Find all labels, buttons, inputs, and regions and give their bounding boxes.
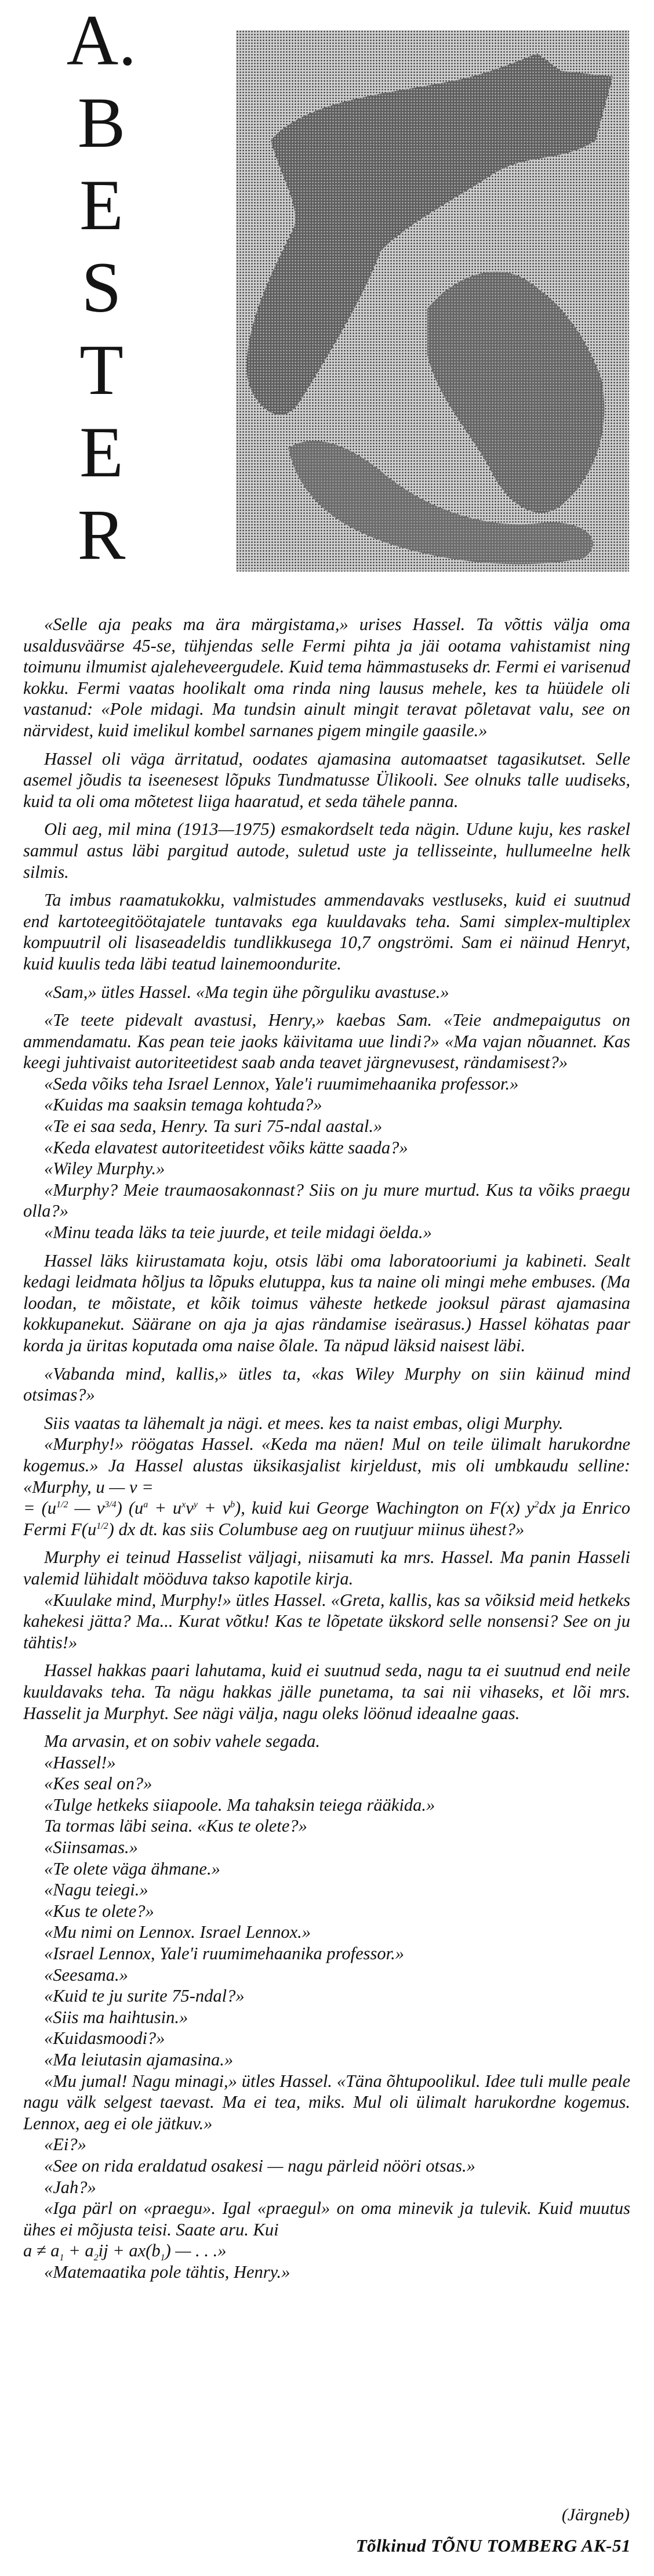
paragraph: «Siinsamas.» (44, 1837, 138, 1858)
halftone-illustration (236, 30, 629, 571)
paragraph: «Kuidas ma saaksin temaga kohtuda?» (44, 1095, 322, 1115)
paragraph: «Tulge hetkeks siiapoole. Ma tahaksin teiega rääkida.» (44, 1794, 435, 1815)
paragraph: Oli aeg, mil mina (1913—1975) esmakordselt teda nägin. Udune kuju, kes raskel sammul astus läbi pargitud autode, suletud uste ja tellisseinte, hullumeelne helk silmis. (23, 819, 630, 882)
paragraph: Hassel hakkas paari lahutama, kuid ei suutnud seda, nagu ta ei suutnud end neile kuuldavaks teha. Ta nägu hakkas jälle punetama, ta sai nii vihaseks, et lõi mrs. Hasselit ja Murphyt. See nägi välja, nagu oleks löönud ideaalne gaas. (23, 1660, 630, 1723)
formula-subscript: 2 (93, 2253, 99, 2263)
paragraph: «Seesama.» (44, 1964, 128, 1985)
author-name-vertical (58, 3, 145, 572)
formula-text: v (186, 1498, 194, 1518)
paragraph: «Murphy!» röögatas Hassel. «Keda ma näen! Mul on teile ülimalt harukordne kogemus.» Ja Hassel alustas üksikasjalist kirjeldust, mis oli umbkaudu selline: «Murphy, u — v = (23, 1434, 630, 1497)
author-letter: A. (66, 1, 137, 80)
paragraph: «Israel Lennox, Yale'i ruumimehaanika professor.» (44, 1944, 405, 1964)
paragraph: «Selle aja peaks ma ära märgistama,» urises Hassel. Ta võttis välja oma usaldusväärse 45-se, tühjendas selle Fermi pihta ja jäi ootama vahistamist ning toimunu ilmumist ajaleheveergudele. Kuid tema hämmastuseks dr. Fermi ei varisenud kokku. Fermi vaatas hoolikalt oma rinda ning lausus mehele, kes ta hüüdele oli vastanud: «Pole midagi. Ma tundsin ainult mingit teravat põletavat valu, see on närvidest, kuid imelikul kombel sarnanes pigem mingile gaasile.» (23, 614, 630, 740)
formula-exponent: a (143, 1500, 148, 1510)
formula-text: + u (148, 1498, 182, 1518)
article-body (23, 614, 630, 2283)
formula-subscript: 1 (59, 2253, 64, 2263)
paragraph: «Minu teada läks ta teie juurde, et teile midagi öelda.» (44, 1222, 432, 1243)
illustration-shape (427, 272, 604, 513)
paragraph: «Ei?» (44, 2134, 86, 2155)
paragraph: «Te teete pidevalt avastusi, Henry,» kaebas Sam. «Teie andmepaigutus on ammendamatu. Kas pean teie jaoks käivitama uue lindi?» «Ma vajan nõuannet. Kas keegi juhtivaist autoriteetidest saab anda teavet järgnevusest, rändamisest?» (23, 1010, 630, 1073)
paragraph: «Sam,» ütles Hassel. «Ma tegin ühe põrguliku avastuse.» (44, 982, 449, 1002)
to-be-continued: (Järgneb) (561, 2505, 630, 2524)
formula-exponent: 1/2 (96, 1521, 108, 1531)
paragraph: «Kuidasmoodi?» (44, 2028, 165, 2049)
paragraph: Hassel oli väga ärritatud, oodates ajamasina automaatset tagasikutset. Selle asemel jõudis ta iseenesest lõpuks Tundmatusse Ülikooli. See olnuks talle uudiseks, kuid ta oli oma mõtetest liiga haaratud, et seda tähele panna. (23, 748, 630, 811)
paragraph: «Mu jumal! Nagu minagi,» ütles Hassel. «Täna õhtupoolikul. Idee tuli mulle peale nagu välk selgest taevast. Ma ei tea, miks. Mul oli ülimalt harukordne kogemus. Lennox, aeg ei ole jätkuv.» (23, 2071, 630, 2133)
paragraph: «Murphy? Meie traumaosakonnast? Siis on ju mure murtud. Kus ta võiks praegu olla?» (23, 1180, 630, 1221)
author-letter: T (79, 330, 123, 410)
author-letter: E (79, 413, 123, 492)
formula-paragraph (23, 2240, 630, 2262)
paragraph: «Nagu teiegi.» (44, 1880, 148, 1900)
formula-text: ), kuid kui George Wachington on F(x) y (235, 1498, 535, 1518)
formula-text: = (u (23, 1498, 57, 1518)
paragraph: «Seda võiks teha Israel Lennox, Yale'i ruumimehaanika professor.» (44, 1073, 519, 1094)
author-letter: R (77, 495, 126, 574)
formula-text: a ≠ a (23, 2241, 60, 2261)
paragraph: «Jah?» (44, 2177, 96, 2197)
author-letter: S (81, 248, 122, 327)
formula-text: ) dx dt. kas siis Columbuse aeg on ruutjuur miinus ühest?» (108, 1519, 525, 1539)
formula-paragraph (23, 1497, 630, 1540)
formula-exponent: 3/4 (104, 1500, 117, 1510)
paragraph: «Kuid te ju surite 75-ndal?» (44, 1986, 245, 2006)
paragraph: Ta imbus raamatukokku, valmistudes ammendavaks vestluseks, kuid ei suutnud end kartoteegitöötajatele tuntavaks ega kuuldavaks teha. Sami simplex-multiplex kompuutril oli lisaseadeldis tundlikkusega 10,7 ongströmi. Sam ei näinud Henryt, kuid kuulis teda läbi teatud lainemoondurite. (23, 890, 630, 974)
formula-text: dx ja Enrico Fermi F(u (23, 1498, 630, 1539)
formula-exponent: 2 (534, 1500, 539, 1510)
paragraph: «Mu nimi on Lennox. Israel Lennox.» (44, 1922, 311, 1942)
illustration-shapes (236, 30, 629, 571)
formula-exponent: 1/2 (56, 1500, 68, 1510)
paragraph: «Vabanda mind, kallis,» ütles ta, «kas Wiley Murphy on siin käinud mind otsimas?» (23, 1363, 630, 1405)
paragraph: «Kuulake mind, Murphy!» ütles Hassel. «Greta, kallis, kas sa võiksid meid hetkeks kahekesi jätta? Ma... Kurat võtku! Kas te lõpetate ükskord selle nonsensi? See on ju tähtis!» (23, 1590, 630, 1652)
paragraph: Ma arvasin, et on sobiv vahele segada. (44, 1731, 321, 1752)
formula-text: + a (64, 2241, 94, 2261)
paragraph: «Te olete väga ähmane.» (44, 1858, 220, 1879)
paragraph: «Hassel!» (44, 1752, 116, 1772)
formula-exponent: b (230, 1500, 235, 1510)
article-header (0, 0, 654, 580)
paragraph: «Te ei saa seda, Henry. Ta suri 75-ndal aastal.» (44, 1116, 383, 1137)
paragraph: «Matemaatika pole tähtis, Henry.» (44, 2262, 290, 2282)
formula-exponent: y (193, 1500, 198, 1510)
paragraph: «Siis ma haihtusin.» (44, 2007, 188, 2027)
paragraph: «Ma leiutasin ajamasina.» (44, 2050, 234, 2070)
paragraph: Murphy ei teinud Hasselist väljagi, niisamuti ka mrs. Hassel. Ma panin Hasseli valemid lühidalt mööduva takso kapotile kirja. (23, 1547, 630, 1589)
author-letter: B (77, 83, 126, 162)
formula-text: — v (68, 1498, 105, 1518)
paragraph: «See on rida eraldatud osakesi — nagu pärleid nööri otsas.» (44, 2155, 475, 2176)
paragraph: «Kus te olete?» (44, 1901, 154, 1921)
paragraph: Hassel läks kiirustamata koju, otsis läbi oma laboratooriumi ja kabineti. Sealt kedagi leidmata hõljus ta lõpuks elutuppa, kus ta naine oli mingi mehe embuses. (Ma loodan, te mõistate, et kõik toimus väheste hetkede jooksul pärast ajamasina kokkupanekut. Säärane on aja ja ajas rändamise iseärasus.) Hassel köhatas paar korda ja üritas koputada oma naise õlale. Ta näpud läksid naisest läbi. (23, 1250, 630, 1355)
formula-subscript: 1 (160, 2253, 165, 2263)
paragraph: «Kes seal on?» (44, 1774, 152, 1794)
formula-text: ) (u (116, 1498, 144, 1518)
paragraph: «Keda elavatest autoriteetidest võiks kätte saada?» (44, 1137, 408, 1157)
paragraph: Ta tormas läbi seina. «Kus te olete?» (44, 1816, 307, 1836)
formula-exponent: x (181, 1500, 186, 1510)
author-letter: E (79, 165, 123, 245)
paragraph: Siis vaatas ta lähemalt ja nägi. et mees. kes ta naist embas, oligi Murphy. (44, 1413, 564, 1433)
paragraph: «Wiley Murphy.» (44, 1159, 165, 1179)
formula-text: ) — . . .» (165, 2241, 227, 2261)
formula-text: ij + ax(b (98, 2241, 161, 2261)
translator-credit: Tõlkinud TÕNU TOMBERG AK-51 (355, 2535, 631, 2556)
paragraph: «Iga pärl on «praegu». Igal «praegul» on oma minevik ja tulevik. Kuid muutus ühes ei mõjusta teisi. Saate aru. Kui (23, 2198, 630, 2239)
formula-text: + v (197, 1498, 231, 1518)
